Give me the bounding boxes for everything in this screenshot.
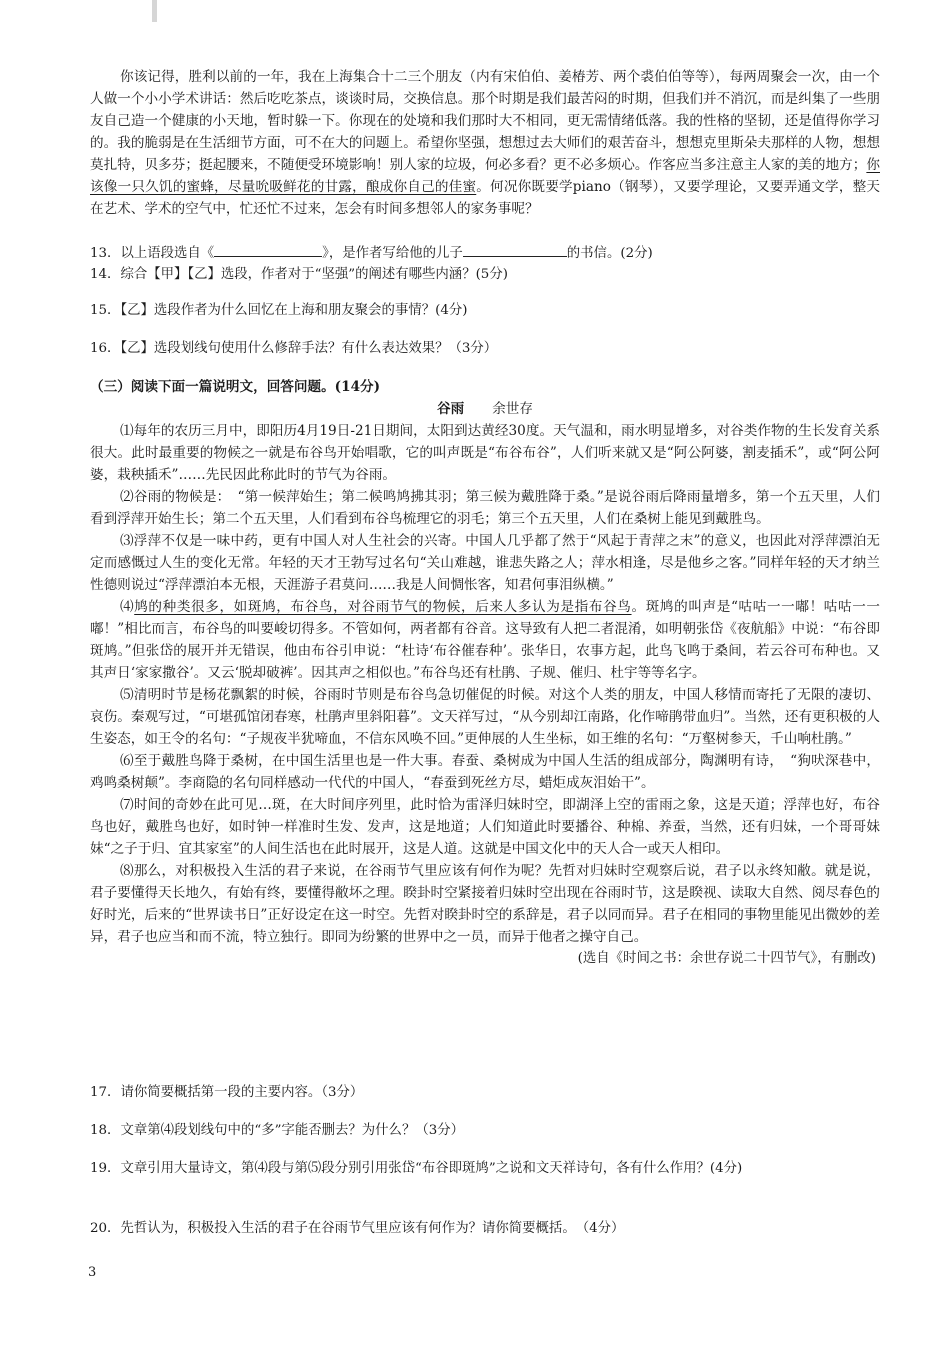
question-17 — [90, 1082, 880, 1104]
answer-blank[interactable] — [463, 242, 567, 257]
question-number: 16． — [90, 341, 121, 356]
answer-blank[interactable] — [214, 242, 322, 257]
question-text: 的书信。(2分) — [566, 246, 653, 261]
question-text: 》，是作者写给他的儿子 — [322, 246, 463, 261]
article-source: (选自《时间之书：余世存说二十四节气》，有删改) — [577, 951, 876, 966]
article-title-line — [90, 398, 880, 420]
article-paragraph-4 — [90, 596, 880, 684]
question-number: 14． — [90, 267, 121, 282]
passage-yi-paragraph — [90, 66, 880, 220]
question-number: 20． — [90, 1221, 121, 1236]
question-number: 17． — [90, 1085, 121, 1100]
question-text: 先哲认为，积极投入生活的君子在谷雨节气里应该有何作为？请你简要概括。 （4分） — [120, 1221, 625, 1236]
underlined-sentence: 你该像一只久饥的蜜蜂，尽量吮吸鲜花的甘露，酿成你自己的佳蜜 — [90, 157, 880, 195]
paragraph-number: ⑷ — [120, 599, 135, 615]
question-text: 文章第⑷段划线句中的“多”字能否删去？为什么？（3分） — [120, 1123, 465, 1138]
question-18 — [90, 1120, 880, 1142]
passage-yi — [90, 66, 880, 220]
article-body — [90, 420, 880, 970]
question-text: 文章引用大量诗文，第⑷段与第⑸段分别引用张岱“布谷即斑鸠”之说和文天祥诗句，各有什么作用？(4分) — [120, 1161, 743, 1176]
article-paragraph-1: ⑴每年的农历三月中，即阳历4月19日-21日期间，太阳到达黄经30度。天气温和，雨水明显增多，对谷类作物的生长发育关系很大。此时最重要的物候之一就是布谷鸟开始唱歌，它的叫声既是“布谷布谷”，人们听来就又是“阿公阿婆，割麦插禾”，或“阿公阿婆，栽秧插禾”……先民因此称此时的节气为谷雨。 — [90, 423, 880, 483]
passage-text: 你该记得，胜利以前的一年，我在上海集合十二三个朋友（内有宋伯伯、姜椿芳、两个裘伯伯等等），每两周聚会一次，由一个人做一个小小学术讲话：然后吃吃茶点，谈谈时局，交换信息。那个时期是我们最苦闷的时期，但我们并不消沉，而是纠集了一些朋友自己造一个健康的小天地，暂时躲一下。你现在的处境和我们那时大不相同，更无需情绪低落。我的性格的坚韧，还是值得你学习的。我的脆弱是在生活细节方面，可不在大的问题上。希望你坚强，想想过去大师们的艰苦奋斗，想想克里斯朵夫那样的人物，想想莫扎特，贝多芬；挺起腰来，不随便受环境影响！别人家的垃圾，何必多看？更不必多烦心。作客应当多注意主人家的美的地方； — [90, 69, 880, 173]
article-author: 余世存 — [492, 401, 533, 417]
question-13 — [90, 242, 880, 265]
question-20 — [90, 1218, 880, 1240]
article-paragraph-7: ⑺时间的奇妙在此可见…斑，在大时间序列里，此时恰为雷泽归妹时空，即湖泽上空的雷雨之象，这是天道；浮萍也好，布谷鸟也好，戴胜鸟也好，如时钟一样准时生发、发声，这是地道；人们知道此时要播谷、种棉、养蚕，当然，还有归妹，一个哥哥妹妹“之子于归、宜其家室”的人间生活也在此时展开，这是人道。这就是中国文化中的天人合一或天人相印。 — [90, 797, 880, 857]
question-19 — [90, 1158, 880, 1180]
question-number: 15． — [90, 303, 121, 318]
scan-mark — [152, 0, 157, 22]
question-number: 13． — [90, 246, 121, 261]
question-14 — [90, 264, 880, 286]
article-paragraph-6: ⑹至于戴胜鸟降于桑树，在中国生活里也是一件大事。春蚕、桑树成为中国人生活的组成部分，陶渊明有诗， “狗吠深巷中，鸡鸣桑树颠”。李商隐的名句同样感动一代代的中国人，“春蚕到死丝方尽，蜡炬成灰泪始干”。 — [90, 753, 880, 791]
question-text: 【乙】选段作者为什么回忆在上海和朋友聚会的事情？(4分) — [120, 303, 468, 318]
underlined-sentence: 鸠的种类很多，如斑鸠，布谷鸟，对谷雨节气的物候，后来人多认为是指布谷鸟 — [134, 599, 632, 615]
question-text: 【乙】选段划线句使用什么修辞手法？有什么表达效果？（3分） — [120, 341, 498, 356]
question-number: 19． — [90, 1161, 121, 1176]
article-paragraph-3: ⑶浮萍不仅是一味中药，更有中国人对人生社会的兴寄。中国人几乎都了然于“风起于青萍之末”的意义，也因此对浮萍漂泊无定而感慨过人生的变化无常。年轻的天才王勃写过名句“关山难越，谁悲失路之人；萍水相逢，尽是他乡之客。”同样年轻的天才纳兰性德则说过“浮萍漂泊本无根，天涯游子君莫问……我是人间惆怅客，知君何事泪纵横。” — [90, 533, 880, 593]
article-paragraph-8: ⑻那么，对积极投入生活的君子来说，在谷雨节气里应该有何作为呢？先哲对归妹时空观察后说，君子以永终知敝。就是说，君子要懂得天长地久，有始有终，要懂得敝坏之理。睽卦时空紧接着归妹时空出现在谷雨时节，这是睽视、读取大自然、阅尽春色的好时光，后来的“世界读书日”正好设定在这一时空。先哲对睽卦时空的系辞是，君子以同而异。君子在相同的事物里能见出微妙的差异，君子也应当和而不流，特立独行。即同为纷繁的世界中之一员，而异于他者之操守自己。 — [90, 863, 880, 945]
question-text: 综合【甲】【乙】选段，作者对于“坚强”的阐述有哪些内涵？(5分) — [120, 267, 508, 282]
passage-text: 。何况你既要学piano（钢琴），又要学理论，又要弄通文学，整天在艺术、学术的空气中，忙还忙不过来，怎会有时间多想邻人的家务事呢？ — [90, 179, 880, 217]
question-15 — [90, 300, 880, 322]
question-number: 18． — [90, 1123, 121, 1138]
section-3-heading: （三）阅读下面一篇说明文，回答问题。(14分) — [90, 379, 381, 395]
question-text: 请你简要概括第一段的主要内容。（3分） — [120, 1085, 364, 1100]
article-title: 谷雨 — [437, 401, 465, 417]
question-text: 以上语段选自《 — [120, 246, 215, 261]
paragraph-text: 。斑鸠的叫声是“咕咕一一嘟！咕咕一一嘟！”相比而言，布谷鸟的叫要峻切得多。不管如何，两者都有谷音。这导致有人把二者混淆，如明朝张岱《夜航船》中说：“布谷即斑鸠。”但张岱的展开并无错误，他由布谷引申说：“杜诗‘布谷催春种’。张华日，农事方起，此鸟飞鸣于桑间，若云谷可布种也。又其声日‘家家撒谷’。又云‘脱却破裤’。因其声之相似也。”布谷鸟还有杜鹃、子规、催归、杜宇等等名字。 — [90, 599, 881, 681]
article-paragraph-2: ⑵谷雨的物候是： “第一候萍始生；第二候鸣鸠拂其羽；第三候为戴胜降于桑。”是说谷雨后降雨量增多，第一个五天里，人们看到浮萍开始生长；第二个五天里，人们看到布谷鸟梳理它的羽毛；第三个五天里，人们在桑树上能见到戴胜鸟。 — [90, 489, 880, 527]
article-paragraph-5: ⑸清明时节是杨花飘絮的时候，谷雨时节则是布谷鸟急切催促的时候。对这个人类的朋友，中国人移情而寄托了无限的凄切、哀伤。秦观写过，“可堪孤馆闭春寒，杜鹃声里斜阳暮”。文天祥写过，“从今别却江南路，化作啼鹃带血归”。当然，还有更积极的人生姿态，如王令的名句：“子规夜半犹啼血，不信东风唤不回。”更伸展的人生坐标，如王维的名句：“万壑树参天，千山响杜鹃。” — [90, 687, 880, 747]
page-number: 3 — [88, 1265, 97, 1280]
question-16 — [90, 338, 880, 360]
